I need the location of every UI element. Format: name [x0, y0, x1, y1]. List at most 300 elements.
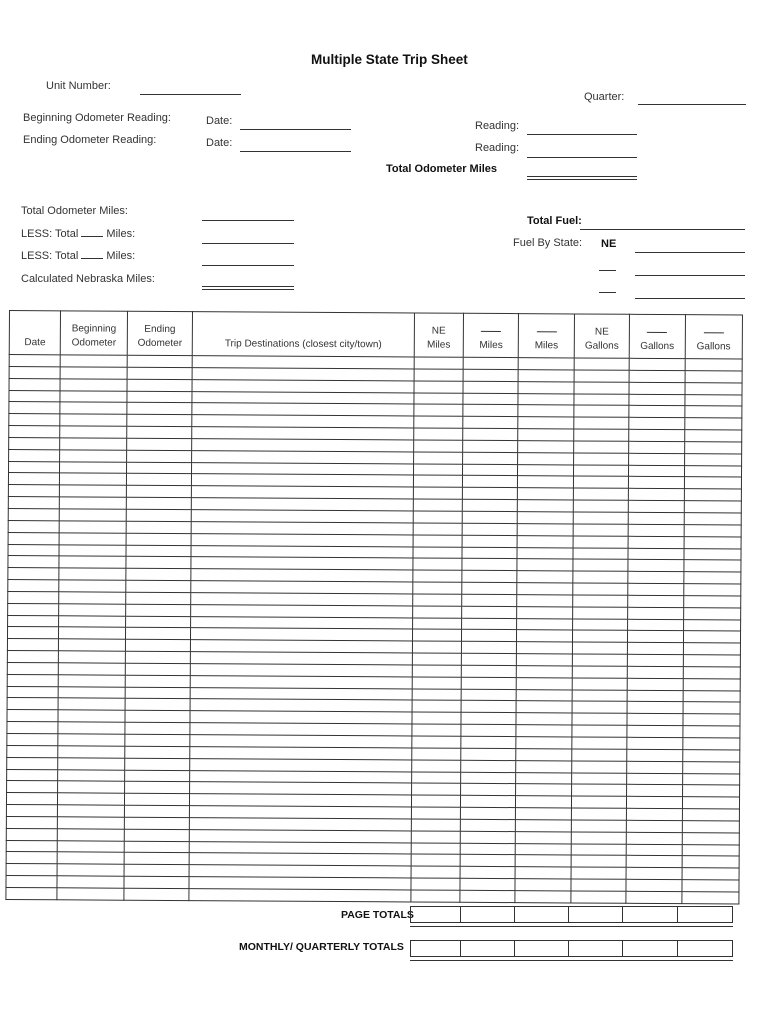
ending-odometer-cell[interactable]	[126, 497, 192, 509]
beginning-odometer-cell[interactable]	[58, 793, 125, 805]
ending-odometer-cell[interactable]	[124, 793, 190, 805]
ne-gallons-cell[interactable]	[571, 867, 626, 879]
state-2-miles-cell[interactable]	[461, 736, 516, 748]
total-fuel-field[interactable]	[580, 229, 745, 230]
ending-odometer-cell[interactable]	[124, 817, 190, 829]
ending-odometer-cell[interactable]	[127, 367, 193, 379]
ne-miles-cell[interactable]	[413, 523, 462, 535]
ne-miles-cell[interactable]	[411, 795, 460, 807]
state-3-miles-cell[interactable]	[516, 713, 571, 725]
beginning-odometer-cell[interactable]	[58, 722, 125, 734]
state-2-miles-cell[interactable]	[462, 618, 517, 630]
beginning-odometer-cell[interactable]	[58, 769, 125, 781]
ne-miles-cell[interactable]	[414, 393, 463, 405]
ne-gallons-cell[interactable]	[571, 855, 626, 867]
state-2-gallons-cell[interactable]	[629, 477, 684, 489]
beginning-odometer-cell[interactable]	[58, 746, 125, 758]
state-3-gallons-cell[interactable]	[683, 655, 741, 667]
ne-gallons-cell[interactable]	[574, 417, 629, 429]
ne-gallons-cell[interactable]	[571, 772, 626, 784]
ne-gallons-cell[interactable]	[572, 630, 627, 642]
ne-miles-cell[interactable]	[413, 475, 462, 487]
quarter-field[interactable]	[638, 104, 746, 105]
state-3-miles-cell[interactable]	[517, 666, 572, 678]
ne-miles-cell[interactable]	[413, 440, 462, 452]
ne-gallons-cell[interactable]	[573, 595, 628, 607]
page-total-state-2-gallons[interactable]	[623, 907, 678, 923]
date-cell[interactable]	[6, 805, 57, 817]
ne-miles-cell[interactable]	[411, 866, 460, 878]
state-3-gallons-cell[interactable]	[684, 524, 742, 536]
state-3-gallons-cell[interactable]	[682, 868, 740, 880]
state-3-miles-cell[interactable]	[516, 701, 571, 713]
state-3-miles-cell[interactable]	[516, 725, 571, 737]
ne-gallons-cell[interactable]	[571, 820, 626, 832]
ne-miles-cell[interactable]	[413, 558, 462, 570]
date-cell[interactable]	[8, 568, 59, 580]
page-total-state-3-gallons[interactable]	[678, 907, 733, 923]
ne-gallons-cell[interactable]	[572, 666, 627, 678]
mq-total-state-3-gallons[interactable]	[678, 941, 733, 957]
state-2-miles-cell[interactable]	[460, 843, 515, 855]
ending-odometer-cell[interactable]	[127, 355, 193, 367]
beginning-odometer-cell[interactable]	[58, 757, 125, 769]
ending-odometer-cell[interactable]	[124, 770, 190, 782]
date-cell[interactable]	[8, 580, 59, 592]
beginning-odometer-cell[interactable]	[58, 817, 125, 829]
ne-miles-cell[interactable]	[413, 535, 462, 547]
state-2-miles-cell[interactable]	[462, 511, 517, 523]
state-2-gallons-cell[interactable]	[626, 844, 681, 856]
state-2-miles-cell[interactable]	[463, 416, 518, 428]
beginning-odometer-cell[interactable]	[59, 592, 126, 604]
state-3-gallons-cell[interactable]	[682, 749, 740, 761]
state-3-miles-cell[interactable]	[516, 796, 571, 808]
state-2-miles-cell[interactable]	[461, 689, 516, 701]
ne-miles-cell[interactable]	[411, 748, 460, 760]
ne-gallons-cell[interactable]	[572, 607, 627, 619]
date-cell[interactable]	[7, 757, 58, 769]
less-state-1-blank[interactable]	[81, 236, 103, 237]
state-3-gallons-cell[interactable]	[682, 726, 740, 738]
state-2-gallons-cell[interactable]	[627, 714, 682, 726]
ne-miles-cell[interactable]	[412, 689, 461, 701]
state-2-miles-cell[interactable]	[462, 559, 517, 571]
total-odometer-miles-field[interactable]	[527, 176, 637, 180]
date-cell[interactable]	[9, 437, 60, 449]
beginning-odometer-cell[interactable]	[60, 450, 127, 462]
ne-miles-cell[interactable]	[414, 381, 463, 393]
less-state-2-blank[interactable]	[81, 258, 103, 259]
date-cell[interactable]	[7, 769, 58, 781]
ending-odometer-cell[interactable]	[124, 864, 190, 876]
ne-gallons-cell[interactable]	[571, 761, 626, 773]
date-cell[interactable]	[6, 887, 57, 899]
state-2-gallons-cell[interactable]	[629, 382, 684, 394]
state-3-gallons-cell[interactable]	[682, 761, 740, 773]
state-2-miles-cell[interactable]	[462, 499, 517, 511]
state-2-gallons-cell[interactable]	[627, 785, 682, 797]
beginning-odometer-cell[interactable]	[59, 639, 126, 651]
ne-gallons-cell[interactable]	[573, 441, 628, 453]
state-3-miles-cell[interactable]	[517, 618, 572, 630]
state-3-miles-cell[interactable]	[517, 630, 572, 642]
state-2-miles-cell[interactable]	[463, 405, 518, 417]
ne-miles-cell[interactable]	[411, 843, 460, 855]
ne-miles-cell[interactable]	[412, 665, 461, 677]
state-3-gallons-cell[interactable]	[683, 678, 741, 690]
date-cell[interactable]	[7, 733, 58, 745]
state-2-miles-cell[interactable]	[460, 855, 515, 867]
state-2-miles-cell[interactable]	[462, 547, 517, 559]
state-3-miles-cell[interactable]	[517, 689, 572, 701]
ending-odometer-cell[interactable]	[125, 746, 191, 758]
ne-miles-cell[interactable]	[413, 511, 462, 523]
state-2-gallons-cell[interactable]	[628, 583, 683, 595]
date-cell[interactable]	[6, 840, 57, 852]
fuel-state-2-blank[interactable]	[599, 270, 616, 271]
beginning-odometer-cell[interactable]	[58, 710, 125, 722]
state-2-gallons-cell[interactable]	[629, 465, 684, 477]
date-cell[interactable]	[6, 864, 57, 876]
date-cell[interactable]	[8, 520, 59, 532]
date-cell[interactable]	[9, 461, 60, 473]
state-3-gallons-cell[interactable]	[684, 477, 742, 489]
beginning-odometer-cell[interactable]	[59, 568, 126, 580]
ne-gallons-cell[interactable]	[572, 678, 627, 690]
ne-gallons-cell[interactable]	[571, 832, 626, 844]
beginning-odometer-cell[interactable]	[60, 367, 127, 379]
ending-odometer-cell[interactable]	[127, 426, 193, 438]
state-3-miles-cell[interactable]	[518, 523, 573, 535]
state-2-miles-cell[interactable]	[461, 642, 516, 654]
state-3-miles-cell[interactable]	[517, 547, 572, 559]
state-2-gallons-cell[interactable]	[627, 749, 682, 761]
page-total-state-2-miles[interactable]	[460, 907, 514, 923]
date-cell[interactable]	[8, 485, 59, 497]
state-2-miles-cell[interactable]	[463, 381, 518, 393]
state-3-miles-cell[interactable]	[517, 594, 572, 606]
state-2-miles-cell[interactable]	[460, 807, 515, 819]
ne-miles-cell[interactable]	[411, 831, 460, 843]
ne-miles-cell[interactable]	[413, 546, 462, 558]
state-2-gallons-cell[interactable]	[629, 418, 684, 430]
ending-odometer-cell[interactable]	[125, 616, 191, 628]
date-cell[interactable]	[8, 615, 59, 627]
ne-miles-cell[interactable]	[413, 452, 462, 464]
calculated-nebraska-field[interactable]	[202, 286, 294, 290]
ending-odometer-cell[interactable]	[126, 521, 192, 533]
state-2-gallons-cell[interactable]	[628, 536, 683, 548]
ne-miles-cell[interactable]	[414, 369, 463, 381]
ne-miles-cell[interactable]	[413, 487, 462, 499]
ne-gallons-cell[interactable]	[573, 488, 628, 500]
ending-odometer-cell[interactable]	[126, 462, 192, 474]
less-total-1-field[interactable]	[202, 243, 294, 244]
state-3-miles-cell[interactable]	[518, 417, 573, 429]
state-2-miles-cell[interactable]	[461, 724, 516, 736]
state-3-miles-cell[interactable]	[518, 512, 573, 524]
date-cell[interactable]	[7, 639, 58, 651]
state-3-miles-cell[interactable]	[515, 879, 570, 891]
state-2-miles-cell[interactable]	[461, 701, 516, 713]
state-2-miles-cell[interactable]	[463, 464, 518, 476]
state-2-gallons-cell[interactable]	[628, 595, 683, 607]
ne-miles-cell[interactable]	[411, 783, 460, 795]
date-cell[interactable]	[8, 591, 59, 603]
state-3-miles-cell[interactable]	[518, 381, 573, 393]
state-2-gallons-cell[interactable]	[628, 619, 683, 631]
state-3-miles-cell[interactable]	[518, 441, 573, 453]
state-2-gallons-cell[interactable]	[629, 406, 684, 418]
state-2-gallons-cell[interactable]	[627, 702, 682, 714]
ending-odometer-cell[interactable]	[125, 651, 191, 663]
state-2-gallons-cell[interactable]	[627, 737, 682, 749]
ending-odometer-cell[interactable]	[127, 379, 193, 391]
state-2-miles-cell[interactable]	[461, 748, 516, 760]
ne-miles-cell[interactable]	[412, 724, 461, 736]
ending-odometer-cell[interactable]	[124, 876, 190, 888]
ne-miles-cell[interactable]	[412, 618, 461, 630]
beginning-odometer-cell[interactable]	[60, 485, 127, 497]
state-blank[interactable]	[481, 322, 501, 332]
state-2-miles-cell[interactable]	[462, 570, 517, 582]
less-total-2-field[interactable]	[202, 265, 294, 266]
state-3-miles-cell[interactable]	[516, 772, 571, 784]
beginning-odometer-cell[interactable]	[60, 414, 127, 426]
ne-gallons-cell[interactable]	[573, 512, 628, 524]
date-cell[interactable]	[7, 627, 58, 639]
ending-odometer-cell[interactable]	[127, 414, 193, 426]
date-cell[interactable]	[6, 876, 57, 888]
state-3-gallons-cell[interactable]	[683, 702, 741, 714]
ne-miles-cell[interactable]	[411, 760, 460, 772]
state-3-gallons-cell[interactable]	[683, 584, 741, 596]
state-3-miles-cell[interactable]	[516, 855, 571, 867]
state-3-gallons-cell[interactable]	[685, 382, 743, 394]
beginning-odometer-cell[interactable]	[58, 686, 125, 698]
state-2-miles-cell[interactable]	[462, 582, 517, 594]
beginning-odometer-cell[interactable]	[60, 379, 127, 391]
state-2-gallons-cell[interactable]	[627, 690, 682, 702]
state-2-miles-cell[interactable]	[460, 890, 515, 902]
state-2-miles-cell[interactable]	[463, 369, 518, 381]
state-3-miles-cell[interactable]	[519, 358, 574, 370]
ne-miles-cell[interactable]	[411, 878, 460, 890]
ne-gallons-cell[interactable]	[572, 642, 627, 654]
ne-miles-cell[interactable]	[412, 700, 461, 712]
mq-total-ne-gallons[interactable]	[568, 941, 623, 957]
ne-gallons-cell[interactable]	[571, 796, 626, 808]
beginning-odometer-cell[interactable]	[60, 438, 127, 450]
state-2-miles-cell[interactable]	[462, 606, 517, 618]
date-cell[interactable]	[7, 722, 58, 734]
state-3-miles-cell[interactable]	[518, 429, 573, 441]
ending-odometer-cell[interactable]	[124, 758, 190, 770]
ne-gallons-cell[interactable]	[574, 405, 629, 417]
date-cell[interactable]	[7, 662, 58, 674]
beginning-odometer-cell[interactable]	[59, 651, 126, 663]
beginning-odometer-cell[interactable]	[60, 497, 127, 509]
date-cell[interactable]	[8, 532, 59, 544]
state-3-gallons-cell[interactable]	[683, 607, 741, 619]
fuel-state-3-field[interactable]	[635, 298, 745, 299]
state-3-gallons-cell[interactable]	[682, 856, 740, 868]
state-2-gallons-cell[interactable]	[627, 761, 682, 773]
state-3-gallons-cell[interactable]	[683, 643, 741, 655]
ne-gallons-cell[interactable]	[573, 524, 628, 536]
beginning-odometer-cell[interactable]	[60, 390, 127, 402]
date-cell[interactable]	[8, 556, 59, 568]
beginning-odometer-cell[interactable]	[57, 888, 124, 900]
fuel-state-2-field[interactable]	[635, 275, 745, 276]
beginning-odometer-cell[interactable]	[59, 604, 126, 616]
ne-gallons-cell[interactable]	[571, 891, 626, 903]
state-2-gallons-cell[interactable]	[628, 643, 683, 655]
state-3-gallons-cell[interactable]	[684, 489, 742, 501]
ne-gallons-cell[interactable]	[572, 619, 627, 631]
ne-miles-cell[interactable]	[412, 712, 461, 724]
state-blank[interactable]	[536, 322, 556, 332]
state-3-miles-cell[interactable]	[518, 464, 573, 476]
ne-gallons-cell[interactable]	[572, 690, 627, 702]
state-2-gallons-cell[interactable]	[627, 678, 682, 690]
state-3-gallons-cell[interactable]	[683, 667, 741, 679]
ne-miles-cell[interactable]	[411, 819, 460, 831]
beginning-odometer-cell[interactable]	[58, 840, 125, 852]
state-2-miles-cell[interactable]	[460, 831, 515, 843]
ending-odometer-cell[interactable]	[126, 580, 192, 592]
ne-gallons-cell[interactable]	[573, 476, 628, 488]
state-2-gallons-cell[interactable]	[627, 666, 682, 678]
state-2-gallons-cell[interactable]	[629, 358, 684, 370]
ending-odometer-cell[interactable]	[125, 628, 191, 640]
beginning-odometer-cell[interactable]	[59, 544, 126, 556]
state-3-miles-cell[interactable]	[517, 535, 572, 547]
state-2-miles-cell[interactable]	[461, 772, 516, 784]
ne-miles-cell[interactable]	[413, 582, 462, 594]
fuel-ne-field[interactable]	[635, 252, 745, 253]
ending-odometer-cell[interactable]	[125, 639, 191, 651]
page-total-ne-gallons[interactable]	[568, 907, 623, 923]
beginning-odometer-cell[interactable]	[58, 734, 125, 746]
state-2-gallons-cell[interactable]	[628, 607, 683, 619]
date-cell[interactable]	[7, 745, 58, 757]
ne-miles-cell[interactable]	[411, 854, 460, 866]
beginning-odometer-cell[interactable]	[60, 426, 127, 438]
state-3-gallons-cell[interactable]	[684, 513, 742, 525]
state-2-gallons-cell[interactable]	[626, 832, 681, 844]
mq-total-ne-miles[interactable]	[411, 941, 461, 957]
ne-gallons-cell[interactable]	[573, 536, 628, 548]
date-cell[interactable]	[9, 402, 60, 414]
state-3-miles-cell[interactable]	[516, 784, 571, 796]
ne-miles-cell[interactable]	[412, 653, 461, 665]
beginning-odometer-cell[interactable]	[57, 852, 124, 864]
ne-miles-cell[interactable]	[413, 464, 462, 476]
page-total-state-3-miles[interactable]	[514, 907, 568, 923]
state-3-miles-cell[interactable]	[518, 476, 573, 488]
date-cell[interactable]	[9, 355, 60, 367]
state-2-miles-cell[interactable]	[460, 867, 515, 879]
ne-gallons-cell[interactable]	[573, 571, 628, 583]
ne-gallons-cell[interactable]	[573, 453, 628, 465]
state-3-gallons-cell[interactable]	[682, 738, 740, 750]
unit-number-field[interactable]	[140, 94, 241, 95]
ending-odometer-cell[interactable]	[127, 403, 193, 415]
state-3-gallons-cell[interactable]	[682, 832, 740, 844]
beginning-odometer-cell[interactable]	[59, 615, 126, 627]
state-3-miles-cell[interactable]	[518, 405, 573, 417]
ne-gallons-cell[interactable]	[573, 465, 628, 477]
state-2-gallons-cell[interactable]	[628, 512, 683, 524]
state-2-miles-cell[interactable]	[461, 760, 516, 772]
ne-gallons-cell[interactable]	[573, 547, 628, 559]
beginning-odometer-cell[interactable]	[60, 509, 127, 521]
beginning-odometer-cell[interactable]	[59, 556, 126, 568]
beginning-odometer-cell[interactable]	[59, 675, 126, 687]
state-2-gallons-cell[interactable]	[627, 797, 682, 809]
trip-destination-cell[interactable]	[189, 889, 411, 902]
state-3-miles-cell[interactable]	[518, 488, 573, 500]
state-2-gallons-cell[interactable]	[627, 725, 682, 737]
state-2-gallons-cell[interactable]	[629, 489, 684, 501]
date-cell[interactable]	[6, 828, 57, 840]
state-2-miles-cell[interactable]	[463, 452, 518, 464]
state-2-gallons-cell[interactable]	[626, 868, 681, 880]
state-3-gallons-cell[interactable]	[683, 595, 741, 607]
ne-miles-cell[interactable]	[412, 641, 461, 653]
state-2-miles-cell[interactable]	[462, 476, 517, 488]
state-3-miles-cell[interactable]	[516, 737, 571, 749]
beginning-odometer-cell[interactable]	[58, 698, 125, 710]
ending-odometer-cell[interactable]	[126, 568, 192, 580]
state-2-miles-cell[interactable]	[462, 488, 517, 500]
ending-odometer-cell[interactable]	[125, 675, 191, 687]
ending-odometer-cell[interactable]	[126, 438, 192, 450]
ending-reading-field[interactable]	[527, 157, 637, 158]
state-3-gallons-cell[interactable]	[684, 548, 742, 560]
ne-gallons-cell[interactable]	[571, 879, 626, 891]
ne-gallons-cell[interactable]	[571, 784, 626, 796]
state-3-miles-cell[interactable]	[518, 452, 573, 464]
state-2-gallons-cell[interactable]	[629, 441, 684, 453]
date-cell[interactable]	[8, 473, 59, 485]
calc-total-odometer-field[interactable]	[202, 220, 294, 221]
state-3-miles-cell[interactable]	[517, 583, 572, 595]
state-2-miles-cell[interactable]	[461, 784, 516, 796]
ending-odometer-cell[interactable]	[124, 805, 190, 817]
ending-odometer-cell[interactable]	[125, 699, 191, 711]
beginning-odometer-cell[interactable]	[59, 521, 126, 533]
beginning-odometer-cell[interactable]	[59, 627, 126, 639]
state-3-gallons-cell[interactable]	[682, 773, 740, 785]
state-3-gallons-cell[interactable]	[684, 394, 742, 406]
state-2-gallons-cell[interactable]	[628, 548, 683, 560]
beginning-odometer-cell[interactable]	[59, 532, 126, 544]
state-3-gallons-cell[interactable]	[683, 714, 741, 726]
ne-miles-cell[interactable]	[413, 570, 462, 582]
state-3-miles-cell[interactable]	[517, 677, 572, 689]
state-3-gallons-cell[interactable]	[682, 821, 740, 833]
state-2-gallons-cell[interactable]	[628, 571, 683, 583]
state-2-gallons-cell[interactable]	[628, 524, 683, 536]
ending-odometer-cell[interactable]	[125, 604, 191, 616]
state-2-miles-cell[interactable]	[460, 878, 515, 890]
state-2-miles-cell[interactable]	[461, 653, 516, 665]
state-2-miles-cell[interactable]	[463, 357, 518, 369]
ending-odometer-cell[interactable]	[125, 711, 191, 723]
